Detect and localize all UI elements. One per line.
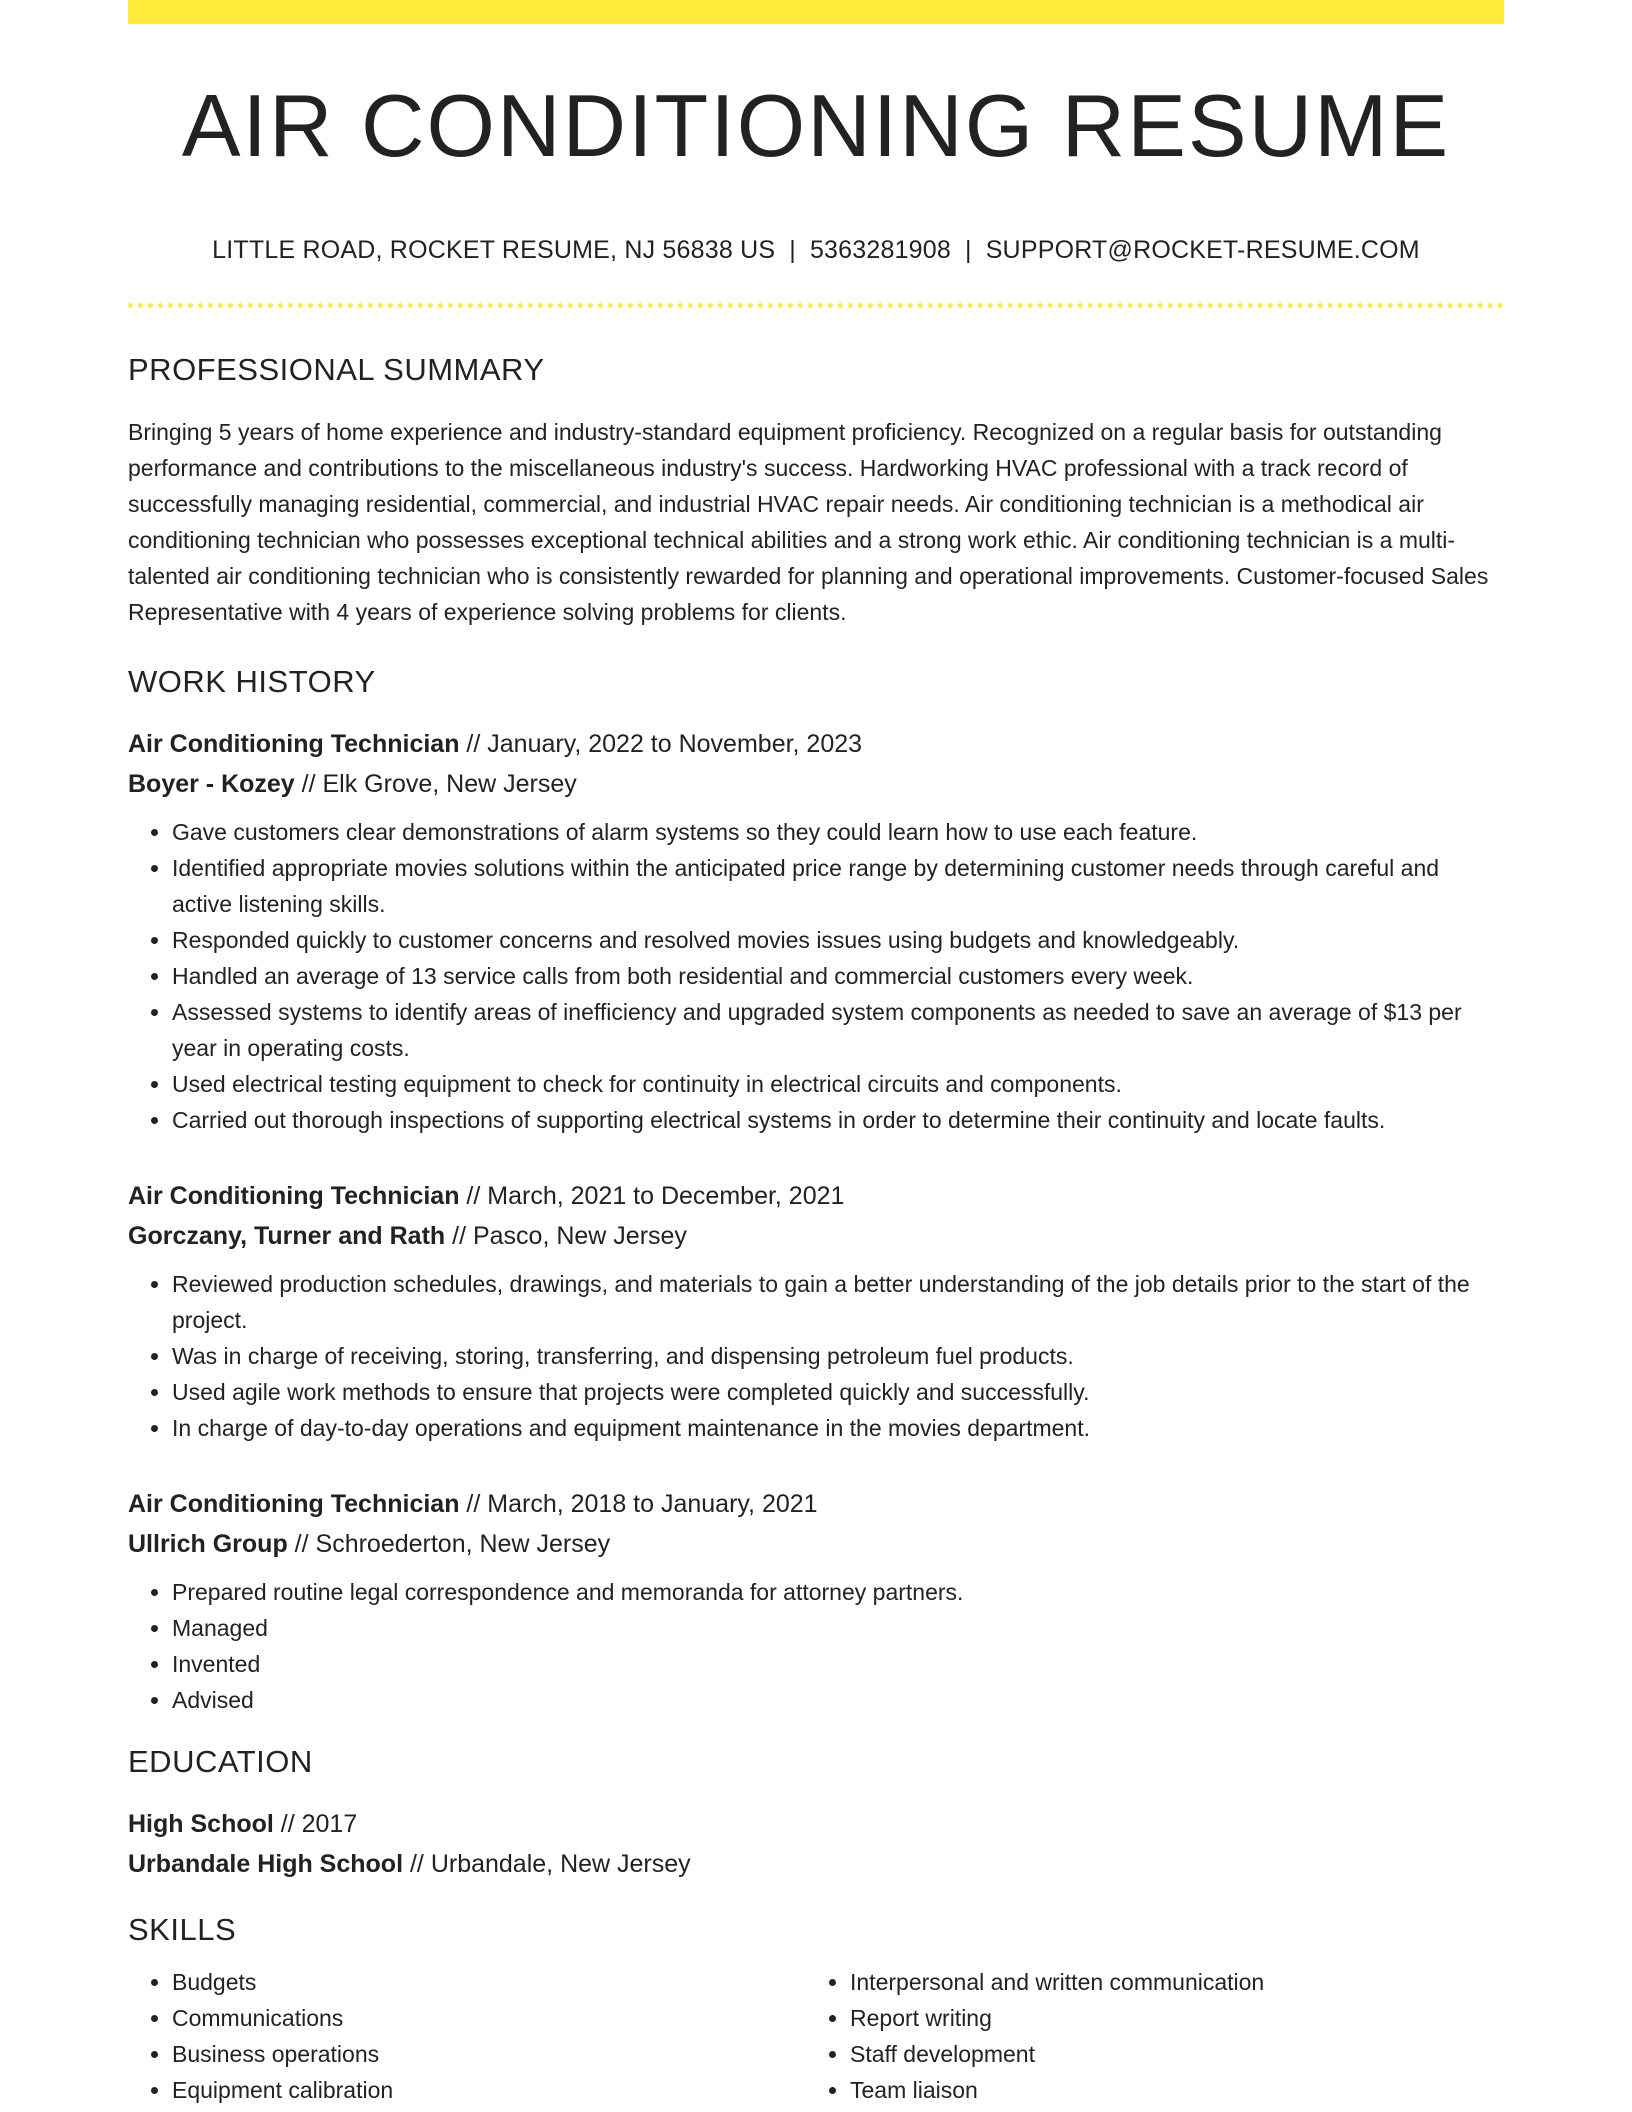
job-entry [128, 1176, 1504, 1446]
dotted-divider [128, 303, 1504, 308]
job-company: Ullrich Group [128, 1530, 288, 1558]
skill-item: • Report writing [850, 2000, 1484, 2036]
education-location: // Urbandale, New Jersey [403, 1850, 691, 1878]
job-bullet: • Carried out thorough inspections of supporting electrical systems in order to determine their continuity and locate faults. [172, 1102, 1504, 1138]
skills-heading: SKILLS [128, 1912, 237, 1947]
skill-item: • Business operations [172, 2036, 806, 2072]
job-company-line [128, 764, 1504, 804]
accent-top-bar [128, 0, 1504, 24]
job-title: Air Conditioning Technician [128, 1490, 460, 1518]
job-title-line [128, 1484, 1504, 1524]
summary-text: Bringing 5 years of home experience and industry-standard equipment proficiency. Recognized on a regular basis for outstanding performance and contributions to the miscellaneous industry's success. Hardworking HVAC professional with a track record of successfully managing residential, commercial, and industrial HVAC repair needs. Air conditioning technician is a methodical air conditioning technician who possesses exceptional technical abilities and a strong work ethic. Air conditioning technician is a multi-talented air conditioning technician who is consistently rewarded for planning and operational improvements. Customer-focused Sales Representative with 4 years of experience solving problems for clients. [128, 419, 1489, 625]
job-bullet: • Advised [172, 1682, 1504, 1718]
job-bullet: • Managed [172, 1610, 1504, 1646]
job-dates: // March, 2018 to January, 2021 [459, 1490, 818, 1518]
job-location: // Schroederton, New Jersey [287, 1530, 611, 1558]
education-entry [128, 1804, 1504, 1884]
job-bullet: • Reviewed production schedules, drawings, and materials to gain a better understanding of the job details prior to the start of the project. [172, 1266, 1504, 1338]
job-bullet-list [128, 1266, 1504, 1446]
work-history-heading: WORK HISTORY [128, 664, 376, 699]
job-bullet-list [128, 814, 1504, 1138]
job-bullet: • Prepared routine legal correspondence and memoranda for attorney partners. [172, 1574, 1504, 1610]
education-heading: EDUCATION [128, 1744, 313, 1779]
job-bullet: • Used electrical testing equipment to check for continuity in electrical circuits and components. [172, 1066, 1504, 1102]
job-location: // Elk Grove, New Jersey [294, 770, 577, 798]
skill-item: • Staff development [850, 2036, 1484, 2072]
job-title-line [128, 1176, 1504, 1216]
skill-item: • Budgets [172, 1964, 806, 2000]
resume-title: AIR CONDITIONING RESUME [181, 76, 1451, 175]
skill-item: • Communications [172, 2000, 806, 2036]
education-degree-line [128, 1804, 1504, 1844]
contact-address: LITTLE ROAD, ROCKET RESUME, NJ 56838 US [212, 236, 776, 264]
job-bullet: • Invented [172, 1646, 1504, 1682]
job-company: Gorczany, Turner and Rath [128, 1222, 446, 1250]
skills-left-column [128, 1964, 806, 2108]
job-location: // Pasco, New Jersey [445, 1222, 687, 1250]
contact-email: SUPPORT@ROCKET-RESUME.COM [985, 236, 1420, 264]
contact-separator: | [789, 236, 796, 264]
education-school: Urbandale High School [128, 1850, 404, 1878]
resume-page [128, 0, 1504, 2108]
job-company: Boyer - Kozey [128, 770, 295, 798]
contact-phone: 5363281908 [809, 236, 951, 264]
job-bullet: • Responded quickly to customer concerns and resolved movies issues using budgets and knowledgeably. [172, 922, 1504, 958]
skill-item: • Team liaison [850, 2072, 1484, 2108]
job-entry [128, 724, 1504, 1138]
skill-item: • Equipment calibration [172, 2072, 806, 2108]
job-company-line [128, 1524, 1504, 1564]
job-title-line [128, 724, 1504, 764]
education-year: // 2017 [273, 1810, 358, 1838]
job-bullet: • Gave customers clear demonstrations of alarm systems so they could learn how to use each feature. [172, 814, 1504, 850]
job-title: Air Conditioning Technician [128, 730, 460, 758]
job-bullet: • Assessed systems to identify areas of inefficiency and upgraded system components as needed to save an average of $13 per year in operating costs. [172, 994, 1504, 1066]
education-degree: High School [128, 1810, 274, 1838]
job-bullet: • Handled an average of 13 service calls from both residential and commercial customers every week. [172, 958, 1504, 994]
job-title: Air Conditioning Technician [128, 1182, 460, 1210]
job-bullet-list [128, 1574, 1504, 1718]
skills-right-column [806, 1964, 1484, 2108]
skills-columns [128, 1964, 1504, 2108]
job-company-line [128, 1216, 1504, 1256]
skill-item: • Interpersonal and written communication [850, 1964, 1484, 2000]
job-entry [128, 1484, 1504, 1718]
work-history-list [128, 724, 1504, 1718]
education-school-line [128, 1844, 1504, 1884]
job-bullet: • In charge of day-to-day operations and equipment maintenance in the movies department. [172, 1410, 1504, 1446]
job-dates: // January, 2022 to November, 2023 [459, 730, 863, 758]
summary-heading: PROFESSIONAL SUMMARY [128, 352, 545, 387]
job-bullet: • Was in charge of receiving, storing, transferring, and dispensing petroleum fuel products. [172, 1338, 1504, 1374]
job-bullet: • Identified appropriate movies solutions within the anticipated price range by determining customer needs through careful and active listening skills. [172, 850, 1504, 922]
job-bullet: • Used agile work methods to ensure that projects were completed quickly and successfully. [172, 1374, 1504, 1410]
contact-line [128, 236, 1504, 265]
job-dates: // March, 2021 to December, 2021 [459, 1182, 845, 1210]
contact-separator: | [964, 236, 972, 264]
